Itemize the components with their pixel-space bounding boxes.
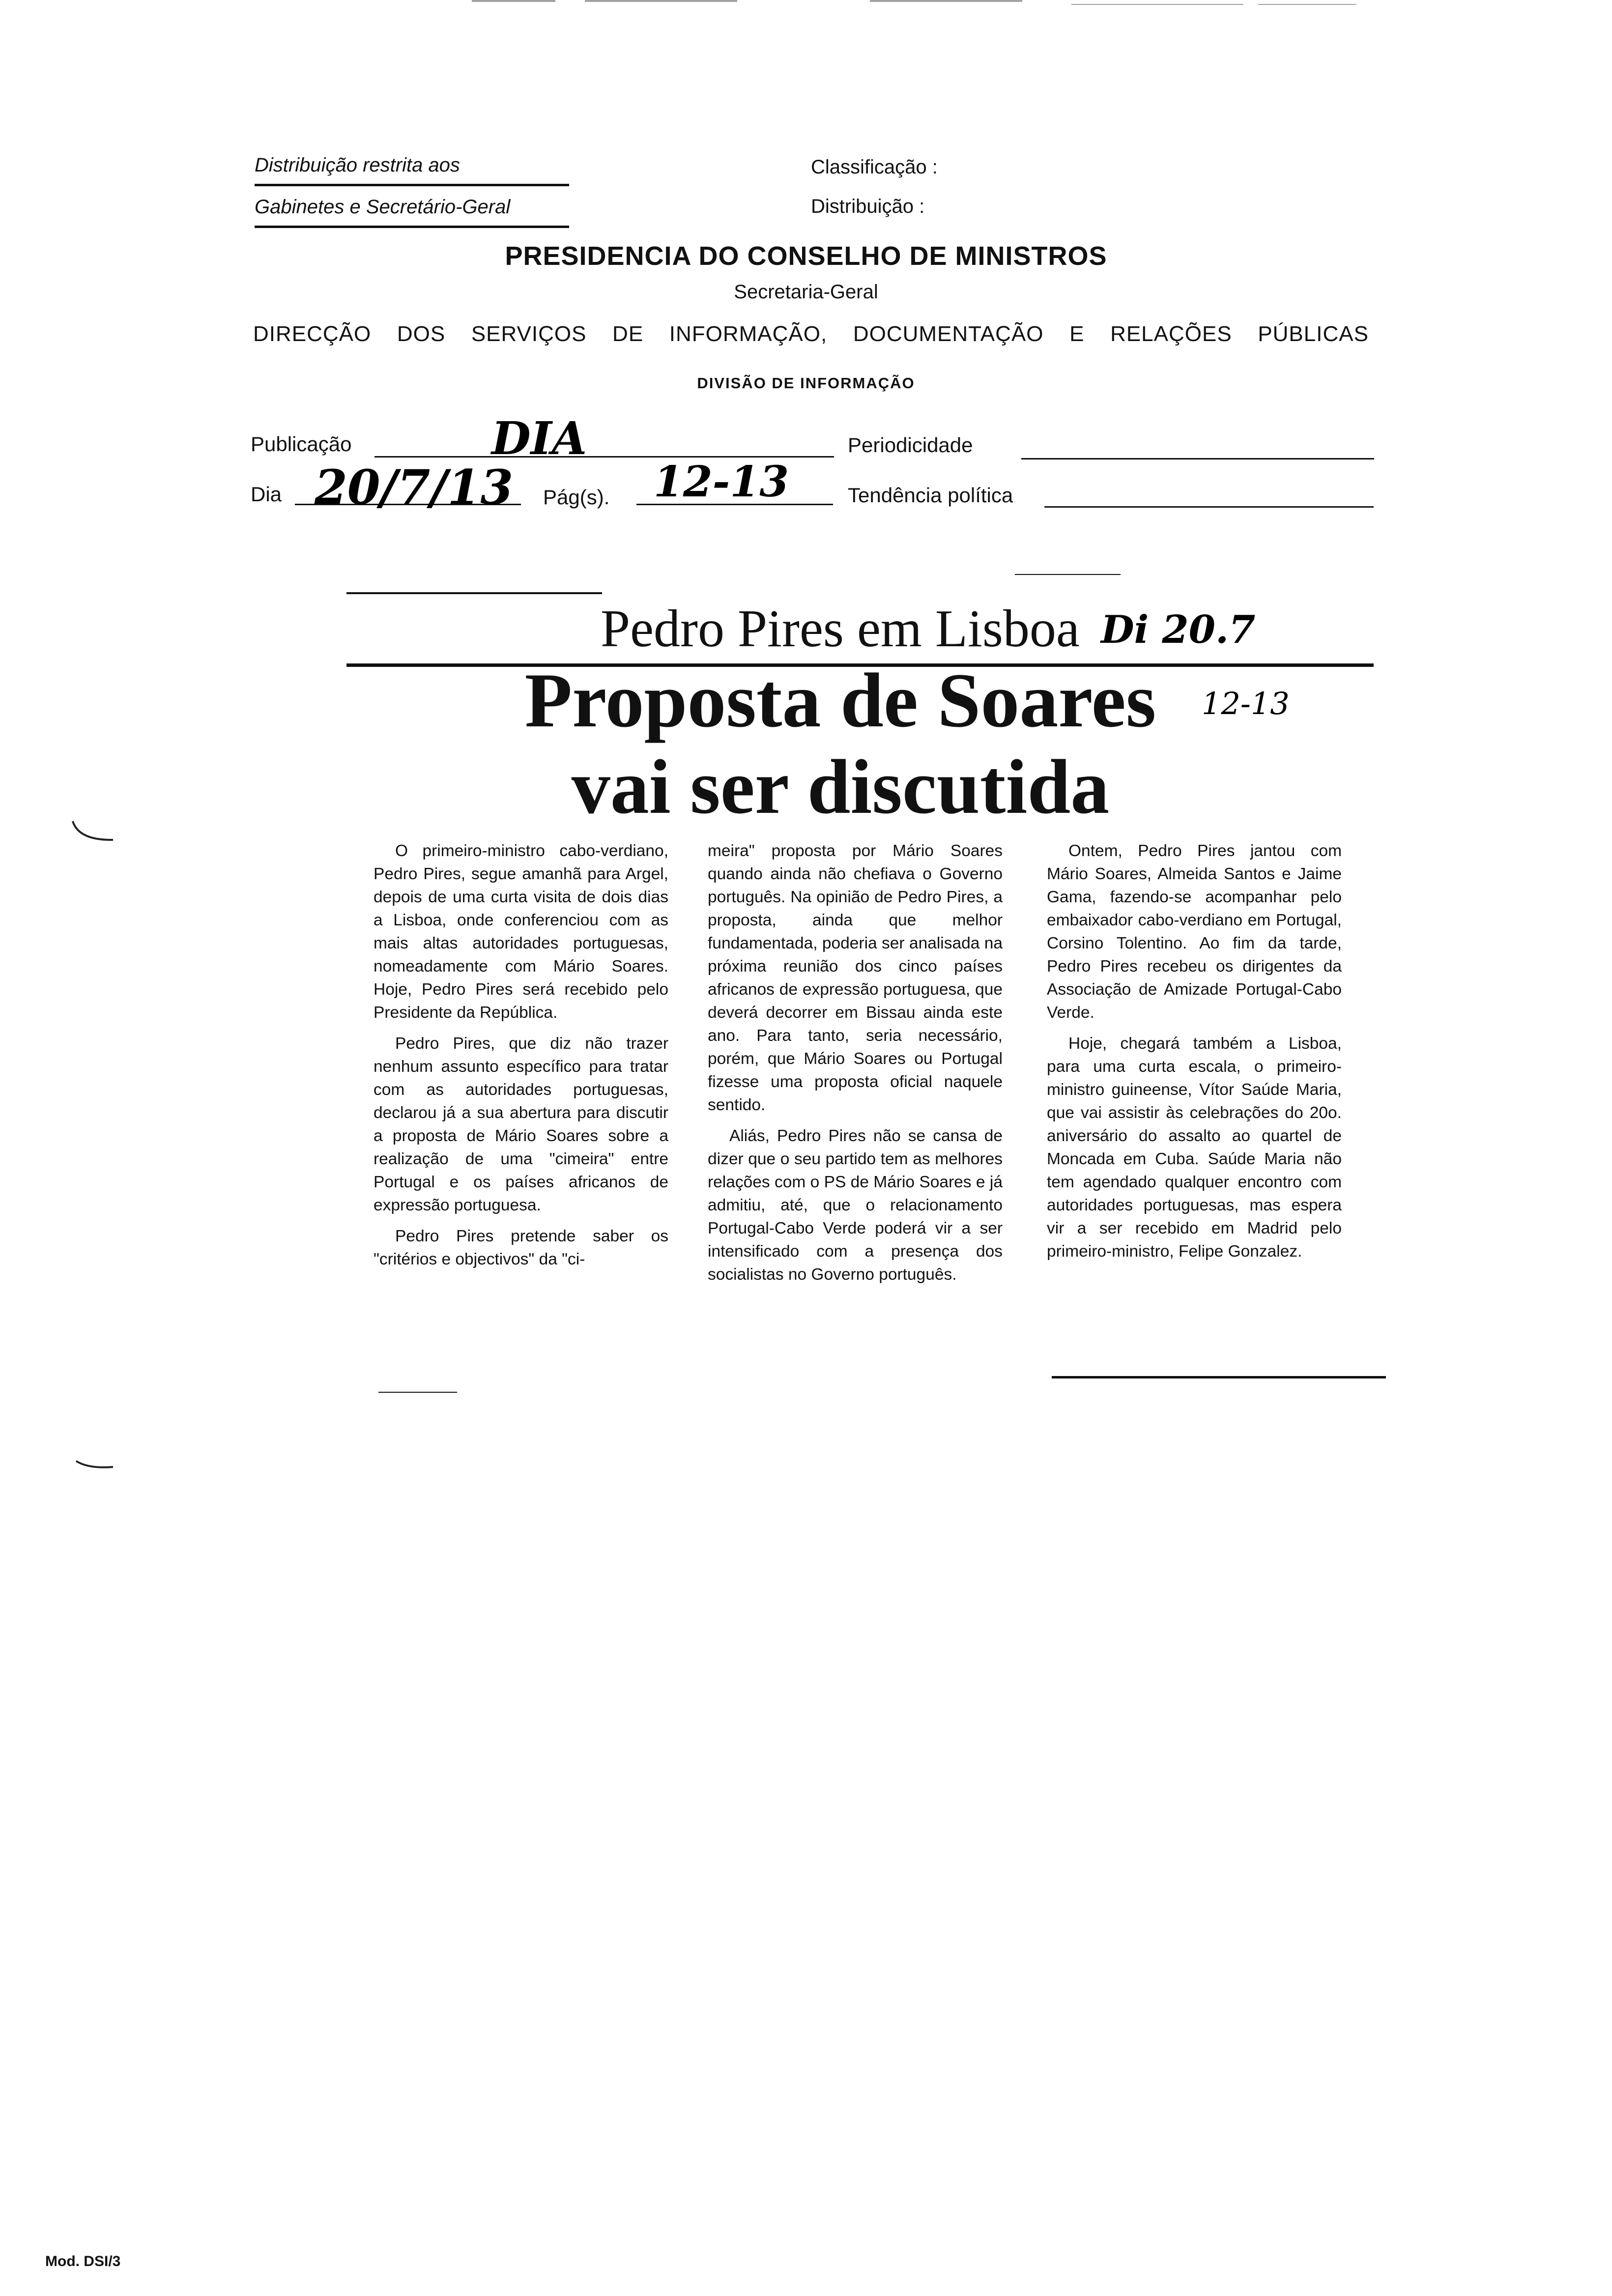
organization-name: PRESIDENCIA DO CONSELHO DE MINISTROS: [505, 241, 1107, 271]
rule-top-left: [346, 592, 602, 594]
handwritten-note: Di 20.7: [1101, 607, 1256, 652]
classification-block: [811, 147, 938, 226]
secretariat-name: Secretaria-Geral: [734, 281, 878, 303]
article-column-1: [374, 839, 668, 1279]
article-paragraph: Pedro Pires, que diz não trazer nenhum assunto específico para tratar com as autoridades portuguesas, declarou já a sua abertura para discutir a proposta de Mário Soares sobre a realização de uma "cimeira" entre Portugal e os países africanos de expressão portuguesa.: [374, 1034, 668, 1214]
rule-top-right: [1015, 574, 1121, 575]
directorate-word: RELAÇÕES: [1110, 322, 1232, 346]
headline-line-2: vai ser discutida: [571, 744, 1110, 830]
article-paragraph: Hoje, chegará também a Lisboa, para uma curta escala, o primeiro-ministro guineense, Vítor Saúde Maria, que vai assistir às celebrações do 20o. aniversário do assalto ao quartel de Moncada em Cuba. Saúde Maria não tem agendado qualquer encontro com autoridades portuguesas, mas espera vir a ser recebido em Madrid pelo primeiro-ministro, Felipe Gonzalez.: [1047, 1034, 1342, 1261]
article-paragraph: Pedro Pires pretende saber os "critérios e objectivos" da "ci-: [374, 1227, 668, 1268]
article-kicker: Pedro Pires em Lisboa: [601, 600, 1080, 658]
tendencia-line: [1044, 506, 1374, 508]
dia-label: Dia: [251, 483, 282, 506]
scan-artifact-line: [870, 0, 1022, 2]
periodicidade-label: Periodicidade: [848, 433, 973, 457]
division-name: DIVISÃO DE INFORMAÇÃO: [697, 374, 915, 392]
directorate-word: DOCUMENTAÇÃO: [853, 322, 1044, 346]
article-end-rule: [1052, 1376, 1386, 1378]
margin-mark-icon: [74, 1457, 118, 1472]
distribution-note: [255, 147, 569, 231]
publicacao-value: DIA: [491, 412, 587, 465]
directorate-word: INFORMAÇÃO,: [669, 322, 828, 346]
directorate-word: DIRECÇÃO: [253, 322, 372, 346]
directorate-word: E: [1069, 322, 1085, 346]
article-column-3: [1047, 839, 1342, 1271]
headline-line-1: Proposta de Soares: [524, 658, 1156, 744]
publicacao-label: Publicação: [251, 432, 352, 456]
column-1-end-rule: [378, 1392, 457, 1393]
distribution-note-line1: Distribuição restrita aos: [255, 147, 569, 186]
margin-mark-icon: [69, 818, 118, 848]
article-paragraph: O primeiro-ministro cabo-verdiano, Pedro Pires, segue amanhã para Argel, depois de uma curta visita de dois dias a Lisboa, onde conferenciou com as mais altas autoridades portuguesas, nomeadamente com Mário Soares. Hoje, Pedro Pires será recebido pelo Presidente da República.: [374, 842, 668, 1022]
article-column-2: [708, 839, 1003, 1294]
article-paragraph: meira" proposta por Mário Soares quando ainda não chefiava o Governo português. Na opinião de Pedro Pires, a proposta, ainda que melhor fundamentada, poderia ser analisada na próxima reunião dos cinco países africanos de expressão portuguesa, que deverá decorrer em Bissau ainda este ano. Para tanto, seria necessário, porém, que Mário Soares ou Portugal fizesse uma proposta oficial naquele sentido.: [708, 842, 1003, 1114]
scan-artifact-line: [472, 0, 555, 2]
directorate-name: [253, 322, 1369, 346]
directorate-word: DE: [612, 322, 644, 346]
tendencia-label: Tendência política: [848, 484, 1013, 507]
scan-artifact-line: [1258, 4, 1356, 5]
article-paragraph: Aliás, Pedro Pires não se cansa de dizer que o seu partido tem as melhores relações com o PS de Mário Soares e já admitiu, até, que o relacionamento Portugal-Cabo Verde poderá vir a ser intensificado com a presença dos socialistas no Governo português.: [708, 1127, 1003, 1284]
pags-label: Pág(s).: [543, 486, 610, 509]
periodicidade-line: [1021, 458, 1374, 459]
form-model-code: Mod. DSI/3: [45, 2253, 121, 2269]
distribuicao-label: Distribuição :: [811, 196, 925, 217]
distribution-note-line2: Gabinetes e Secretário-Geral: [255, 189, 569, 228]
pags-value: 12-13: [654, 457, 789, 507]
article-headline: [482, 658, 1199, 831]
article-paragraph: Ontem, Pedro Pires jantou com Mário Soares, Almeida Santos e Jaime Gama, fazendo-se acompanhar pelo embaixador cabo-verdiano em Portugal, Corsino Tolentino. Ao fim da tarde, Pedro Pires recebeu os dirigentes da Associação de Amizade Portugal-Cabo Verde.: [1047, 842, 1342, 1022]
directorate-word: SERVIÇOS: [471, 322, 587, 346]
handwritten-pages-note: 12-13: [1202, 686, 1290, 721]
scan-artifact-line: [585, 0, 737, 2]
directorate-word: PÚBLICAS: [1258, 322, 1369, 346]
scan-artifact-line: [1071, 4, 1243, 5]
classificacao-label: Classificação :: [811, 156, 938, 178]
dia-value: 20/7/13: [315, 459, 514, 515]
directorate-word: DOS: [397, 322, 446, 346]
